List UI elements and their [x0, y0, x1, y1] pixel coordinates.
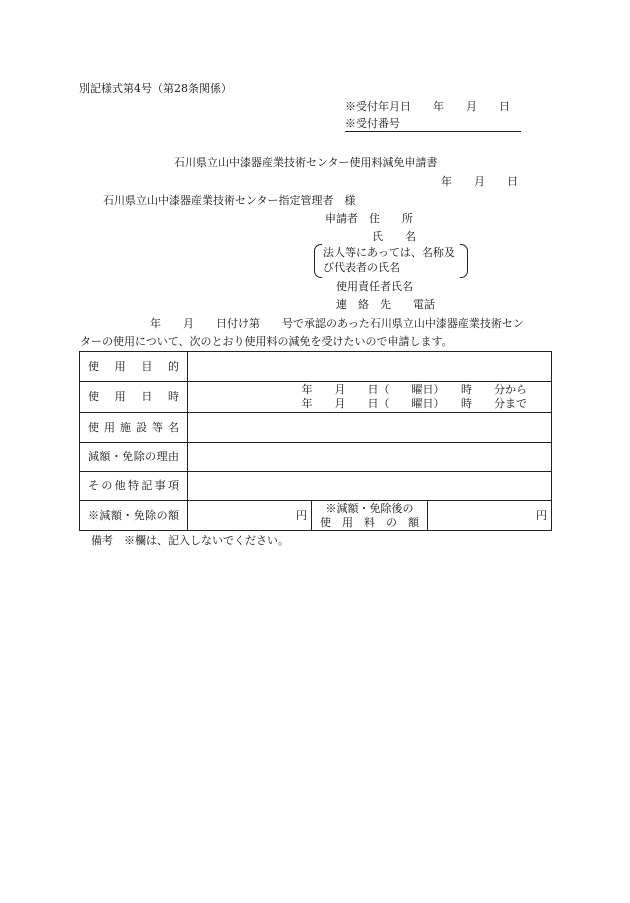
- row-amount: [80, 501, 552, 531]
- datetime-from: 年 月 日（ 曜日） 時 分から: [301, 383, 527, 396]
- corp-note-line2: び代表者の氏名: [323, 261, 400, 274]
- body-text-line2: ターの使用について、次のとおり使用料の減免を受けたいので申請します。: [80, 335, 453, 348]
- note: 備考 ※欄は、記入しないでください。: [91, 534, 289, 547]
- applicant-address-label: 申請者 住 所: [325, 212, 413, 225]
- applicant-name-label: 氏 名: [372, 230, 416, 243]
- receipt-date: ※受付年月日 年 月 日: [345, 100, 510, 113]
- facility-label: 使用施設等名: [80, 413, 188, 443]
- reason-value[interactable]: [188, 443, 552, 472]
- form-number: 別記様式第4号（第28条関係）: [79, 82, 232, 95]
- after-amount-value[interactable]: 円: [428, 501, 552, 531]
- application-table: [79, 351, 552, 531]
- purpose-label: 使用目的: [80, 352, 188, 382]
- receipt-number: ※受付番号: [345, 117, 521, 132]
- row-reason: [80, 443, 552, 472]
- reduction-label: ※減額・免除の額: [80, 501, 188, 531]
- datetime-label: 使用日時: [80, 382, 188, 413]
- reduction-value[interactable]: 円: [188, 501, 312, 531]
- facility-value[interactable]: [188, 413, 552, 443]
- datetime-value[interactable]: [188, 382, 552, 413]
- row-facility: [80, 413, 552, 443]
- contact-label: 連 絡 先 電話: [336, 298, 435, 311]
- purpose-value[interactable]: [188, 352, 552, 382]
- addressee: 石川県立山中漆器産業技術センター指定管理者 様: [103, 194, 356, 207]
- row-purpose: [80, 352, 552, 382]
- application-date: 年 月 日: [441, 175, 518, 188]
- corp-note-line1: 法人等にあっては、名称及: [323, 246, 455, 259]
- row-datetime: [80, 382, 552, 413]
- other-value[interactable]: [188, 472, 552, 501]
- bracket-open: [314, 244, 322, 278]
- other-label: その他特記事項: [80, 472, 188, 501]
- row-other: [80, 472, 552, 501]
- responsible-person-label: 使用責任者氏名: [336, 280, 413, 293]
- datetime-to: 年 月 日（ 曜日） 時 分まで: [301, 397, 527, 410]
- bracket-close: [460, 244, 468, 278]
- document-title: 石川県立山中漆器産業技術センター使用料減免申請書: [174, 156, 438, 169]
- after-amount-label: ※減額・免除後の 使 用 料 の 額: [312, 501, 428, 531]
- reason-label: 減額・免除の理由: [80, 443, 188, 472]
- body-text-line1: 年 月 日付け第 号で承認のあった石川県立山中漆器産業技術セン: [150, 317, 524, 330]
